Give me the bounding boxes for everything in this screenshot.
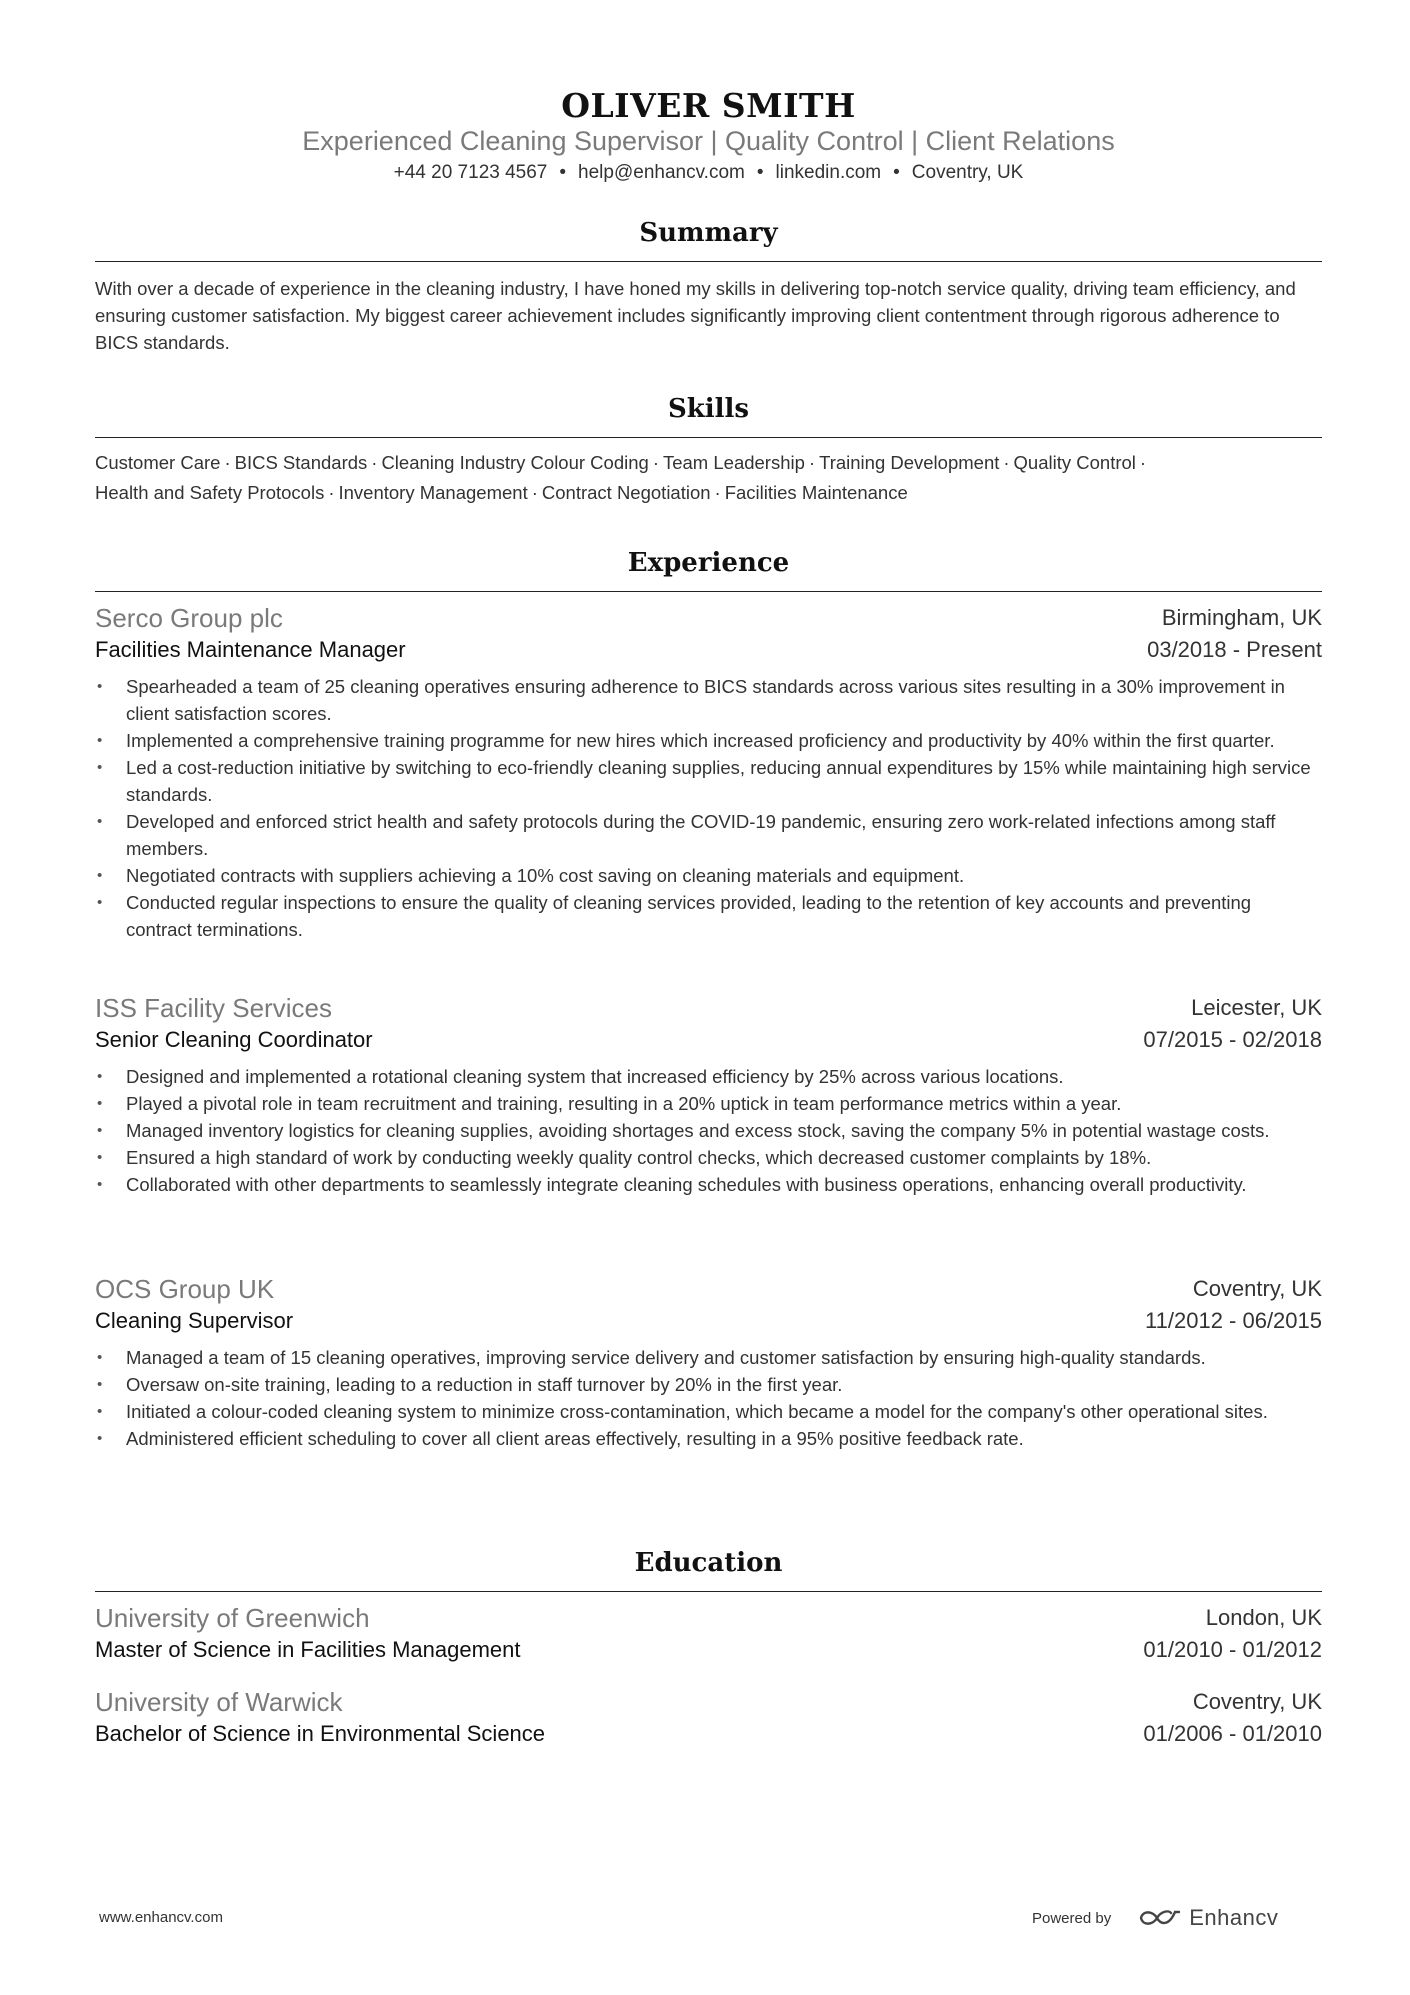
summary-text: With over a decade of experience in the cleaning industry, I have honed my skills in delivering top-notch service quality, driving team efficiency, and ensuring customer satisfaction. My biggest career achievement includes significantly improving client contentment through rigorous adherence to BICS standards. — [95, 278, 1296, 353]
bullet-item: • Spearheaded a team of 25 cleaning operatives ensuring adherence to BICS standards across various sites resulting in a 30% improvement in client satisfaction scores. — [95, 673, 1322, 727]
separator: • — [756, 162, 764, 183]
bullet-item: • Conducted regular inspections to ensure the quality of cleaning services provided, leading to the retention of key accounts and preventing contract terminations. — [95, 889, 1322, 943]
bullet-item: • Ensured a high standard of work by conducting weekly quality control checks, which decreased customer complaints by 18%. — [95, 1144, 1322, 1171]
skill-item: Health and Safety Protocols — [95, 482, 325, 503]
bullet-item: • Managed inventory logistics for cleaning supplies, avoiding shortages and excess stock, saving the company 5% in potential wastage costs. — [95, 1117, 1322, 1144]
skill-item: Customer Care — [95, 452, 221, 473]
skill-item: Inventory Management — [338, 482, 528, 503]
experience-entry — [95, 1274, 1322, 1452]
brand-name: Enhancv — [1189, 1905, 1279, 1930]
powered-by-label: Powered by — [1032, 1909, 1112, 1927]
school-name: University of Greenwich — [95, 1603, 370, 1633]
section-title-experience: Experience — [627, 548, 790, 578]
bullet-item: • Managed a team of 15 cleaning operatives, improving service delivery and customer satisfaction by ensuring high-quality standards. — [95, 1344, 1322, 1371]
email-link[interactable]: help@enhancv.com — [578, 162, 745, 183]
education-entry — [95, 1687, 1322, 1755]
degree: Master of Science in Facilities Management — [95, 1637, 521, 1662]
company-name: OCS Group UK — [95, 1274, 275, 1304]
bullet-item: • Negotiated contracts with suppliers achieving a 10% cost saving on cleaning materials and equipment. — [95, 862, 1322, 889]
section-title-education: Education — [634, 1548, 783, 1578]
job-title: Facilities Maintenance Manager — [95, 637, 406, 662]
job-location: Leicester, UK — [1191, 995, 1322, 1020]
skill-item: Contract Negotiation — [541, 482, 711, 503]
job-title: Cleaning Supervisor — [95, 1308, 294, 1333]
skill-item: Cleaning Industry Colour Coding — [381, 452, 649, 473]
job-location: Coventry, UK — [1192, 1276, 1322, 1301]
skills-line: Health and Safety Protocols · Inventory Management · Contract Negotiation · Facilities Maintenance — [95, 482, 908, 503]
section-divider — [95, 591, 1322, 592]
bullet-item: • Developed and enforced strict health and safety protocols during the COVID-19 pandemic, ensuring zero work-related infections among staff members. — [95, 808, 1322, 862]
skill-item: Team Leadership — [662, 452, 805, 473]
bullet-item: • Administered efficient scheduling to cover all client areas effectively, resulting in a 95% positive feedback rate. — [95, 1425, 1322, 1452]
separator: • — [559, 162, 567, 183]
bullet-item: • Implemented a comprehensive training programme for new hires which increased proficiency and productivity by 40% within the first quarter. — [95, 727, 1322, 754]
footer-website-link[interactable]: www.enhancv.com — [99, 1909, 223, 1926]
skill-item: Quality Control — [1013, 452, 1136, 473]
linkedin-link[interactable]: linkedin.com — [775, 162, 882, 183]
bullet-item: • Designed and implemented a rotational cleaning system that increased efficiency by 25% across various locations. — [95, 1063, 1322, 1090]
enhancv-logo-icon — [1137, 1906, 1183, 1930]
skill-item: Facilities Maintenance — [724, 482, 908, 503]
job-bullets — [95, 673, 1322, 943]
job-dates: 07/2015 - 02/2018 — [1143, 1027, 1322, 1052]
experience-entry — [95, 603, 1322, 943]
school-location: London, UK — [1205, 1605, 1322, 1630]
degree: Bachelor of Science in Environmental Science — [95, 1721, 546, 1746]
school-location: Coventry, UK — [1192, 1689, 1322, 1714]
separator: • — [893, 162, 900, 183]
section-title-summary: Summary — [639, 218, 778, 248]
section-divider — [95, 437, 1322, 438]
contact-info — [95, 162, 1322, 184]
job-title: Senior Cleaning Coordinator — [95, 1027, 373, 1052]
education-dates: 01/2006 - 01/2010 — [1143, 1721, 1322, 1746]
job-bullets — [95, 1344, 1322, 1452]
section-title-skills: Skills — [667, 394, 750, 424]
job-bullets — [95, 1063, 1322, 1198]
location: Coventry, UK — [911, 162, 1024, 183]
company-name: ISS Facility Services — [95, 993, 332, 1023]
job-location: Birmingham, UK — [1161, 605, 1322, 630]
candidate-name: OLIVER SMITH — [561, 86, 856, 125]
bullet-item: • Played a pivotal role in team recruitment and training, resulting in a 20% uptick in team performance metrics within a year. — [95, 1090, 1322, 1117]
experience-entry — [95, 993, 1322, 1198]
skill-item: Training Development — [819, 452, 1000, 473]
footer-branding[interactable] — [1032, 1903, 1278, 1933]
brand-logo[interactable] — [1137, 1905, 1278, 1931]
candidate-headline: Experienced Cleaning Supervisor | Quality Control | Client Relations — [302, 126, 1115, 156]
bullet-item: • Initiated a colour-coded cleaning system to minimize cross-contamination, which became a model for the company's other operational sites. — [95, 1398, 1322, 1425]
education-dates: 01/2010 - 01/2012 — [1143, 1637, 1322, 1662]
section-divider — [95, 261, 1322, 262]
education-entry — [95, 1603, 1322, 1671]
phone: +44 20 7123 4567 — [393, 162, 548, 183]
section-divider — [95, 1591, 1322, 1592]
skill-item: BICS Standards — [234, 452, 368, 473]
company-name: Serco Group plc — [95, 603, 283, 633]
bullet-item: • Collaborated with other departments to seamlessly integrate cleaning schedules with business operations, enhancing overall productivity. — [95, 1171, 1322, 1198]
job-dates: 11/2012 - 06/2015 — [1145, 1308, 1322, 1333]
bullet-item: • Oversaw on-site training, leading to a reduction in staff turnover by 20% in the first year. — [95, 1371, 1322, 1398]
skills-line: Customer Care · BICS Standards · Cleaning Industry Colour Coding · Team Leadership · Training Development · Quality Control · — [95, 452, 1147, 473]
bullet-item: • Led a cost-reduction initiative by switching to eco-friendly cleaning supplies, reducing annual expenditures by 15% while maintaining high service standards. — [95, 754, 1322, 808]
school-name: University of Warwick — [95, 1687, 343, 1717]
skills-list — [95, 448, 1322, 508]
job-dates: 03/2018 - Present — [1147, 637, 1322, 662]
